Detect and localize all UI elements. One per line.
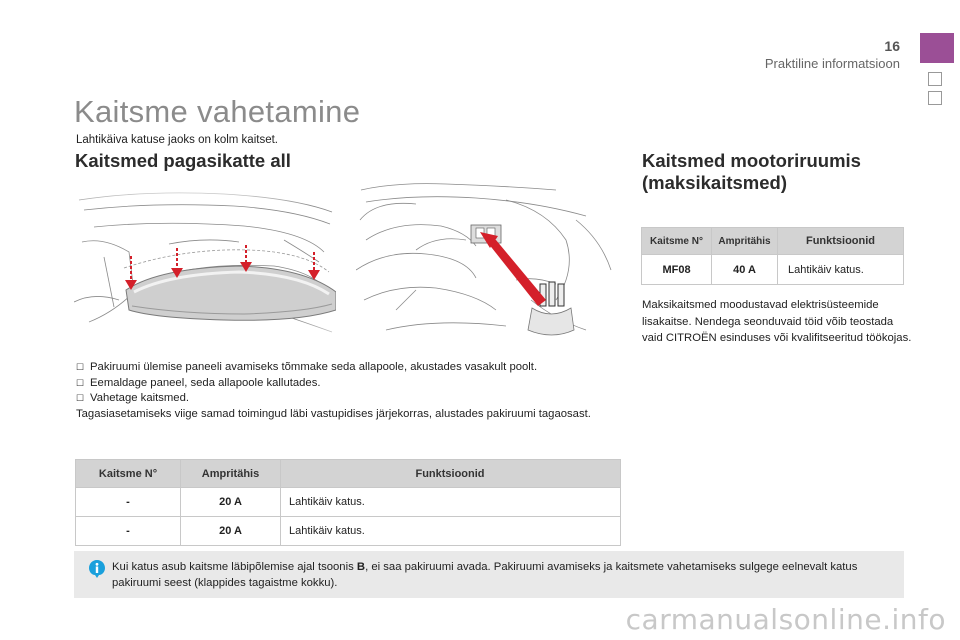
trunk-panel-illustration	[74, 182, 336, 344]
column-header: Funktsioonid	[778, 228, 904, 255]
chapter-marker-active	[920, 33, 954, 63]
step-text: Pakiruumi ülemise paneeli avamiseks tõmmake seda allapoole, akustades vasakult poolt.	[90, 361, 538, 373]
instructions	[76, 360, 621, 422]
instruction-step	[76, 360, 621, 376]
chapter-marker	[928, 72, 942, 86]
engine-fuse-illustration	[356, 180, 619, 346]
watermark: carmanualsonline.info	[625, 603, 946, 636]
instruction-step	[76, 391, 621, 407]
step-text: Vahetage kaitsmed.	[90, 392, 190, 405]
engine-fuse-table	[641, 227, 904, 285]
checkbox-bullet-icon: ☐	[76, 393, 85, 404]
zone-label: B	[356, 561, 366, 573]
step-text: Eemaldage paneel, seda allapoole kallutades.	[90, 376, 321, 389]
page-subtitle: Lahtikäiva katuse jaoks on kolm kaitset.	[76, 134, 278, 146]
page-number: 16	[884, 38, 900, 54]
table-header-row	[642, 228, 904, 255]
info-text	[112, 559, 897, 591]
checkbox-bullet-icon: ☐	[76, 377, 85, 388]
maxi-fuse-paragraph: Maksikaitsmed moodustavad elektrisüsteemide lisakaitse. Nendega seonduvaid töid võib teostada vaid CITROËN esinduses või kvalifitseeritud töökojas.	[642, 299, 912, 344]
column-header: Kaitsme N°	[76, 460, 181, 488]
column-header: Ampritähis	[181, 460, 281, 488]
table-row	[642, 255, 904, 285]
instruction-step	[76, 376, 621, 392]
fuse-number-cell: -	[76, 488, 181, 517]
info-text-part: Kui katus asub kaitsme läbipõlemise ajal tsoonis	[112, 561, 357, 573]
trunk-fuse-table	[75, 459, 621, 546]
page-title: Kaitsme vahetamine	[74, 94, 361, 129]
table-header-row	[76, 460, 621, 488]
heading-line: (maksikaitsmed)	[642, 172, 787, 193]
rating-cell: 20 A	[181, 488, 281, 517]
section-heading-engine	[642, 150, 861, 194]
checkbox-bullet-icon: ☐	[76, 362, 85, 372]
function-cell: Lahtikäiv katus.	[281, 488, 621, 517]
section-title: Praktiline informatsioon	[764, 56, 900, 71]
function-cell: Lahtikäiv katus.	[778, 255, 904, 285]
chapter-marker	[928, 91, 942, 105]
fuse-number-cell: MF08	[642, 255, 712, 285]
section-heading-trunk: Kaitsmed pagasikatte all	[75, 150, 291, 171]
table-row	[76, 517, 621, 546]
column-header: Kaitsme N°	[642, 228, 712, 255]
rating-cell: 20 A	[181, 517, 281, 546]
table-row	[76, 488, 621, 517]
heading-line: Kaitsmed mootoriruumis	[642, 150, 861, 171]
info-icon	[87, 559, 107, 579]
fuse-number-cell: -	[76, 517, 181, 546]
column-header: Funktsioonid	[281, 460, 621, 488]
rating-cell: 40 A	[712, 255, 778, 285]
info-text-part: , ei saa pakiruumi avada. Pakiruumi avamiseks ja kaitsmete vahetamiseks sulgege eelnevalt katus pakiruumi seest (klappides tagaistme kokku).	[112, 561, 858, 589]
function-cell: Lahtikäiv katus.	[281, 517, 621, 546]
reassembly-note: Tagasiasetamiseks viige samad toimingud läbi vastupidises järjekorras, alustades pakiruumi tagaosast.	[76, 407, 591, 420]
column-header: Ampritähis	[712, 228, 778, 255]
info-box	[74, 551, 904, 598]
